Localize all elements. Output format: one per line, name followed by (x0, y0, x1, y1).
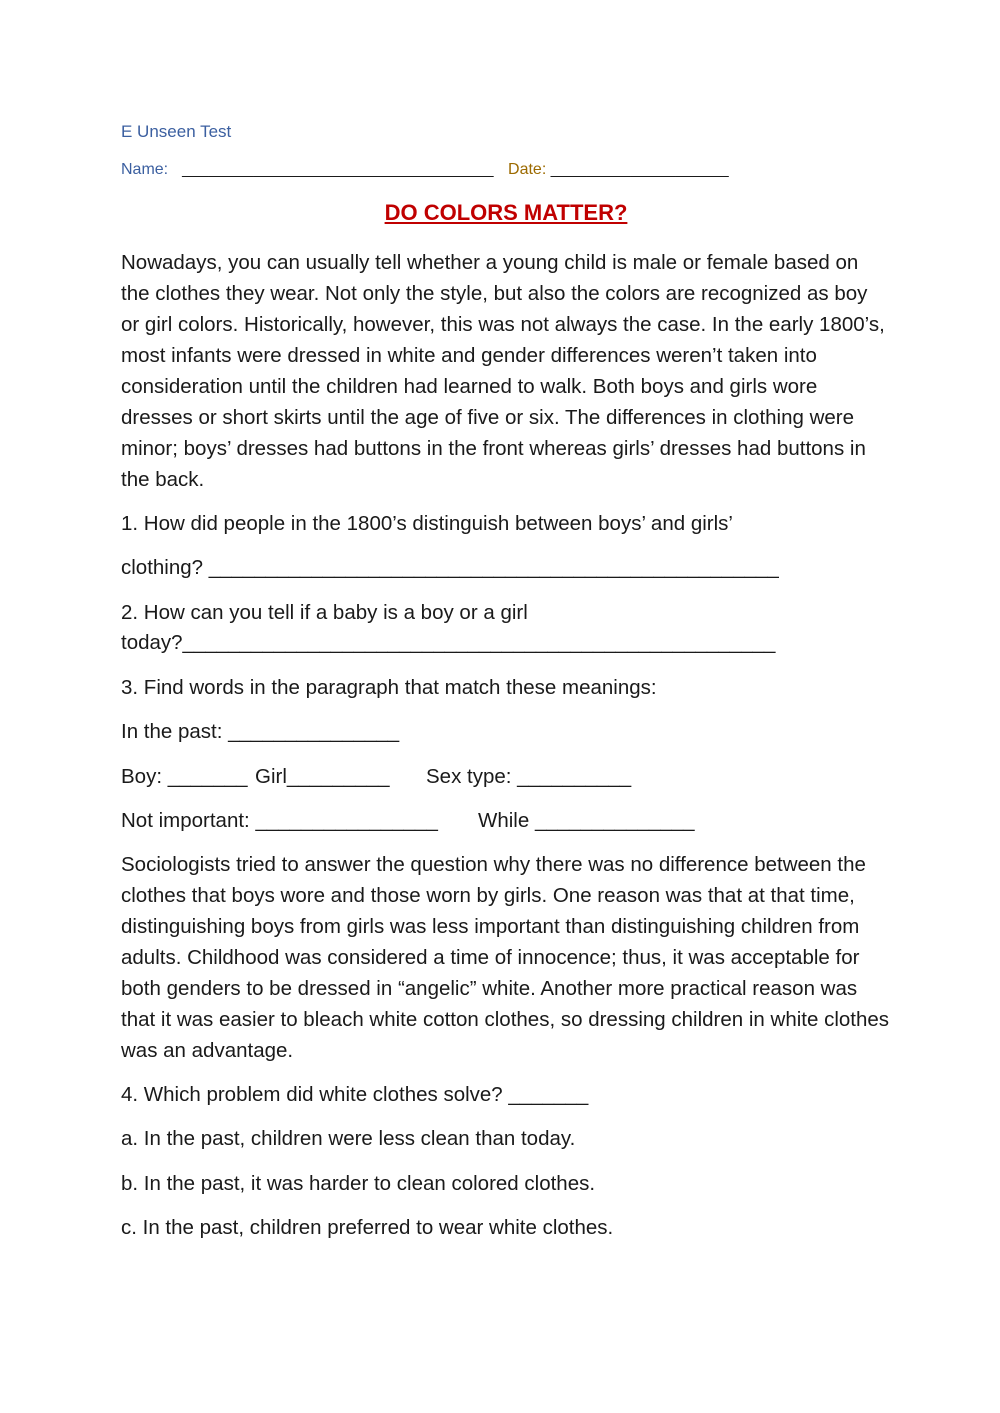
name-date-line (121, 161, 729, 179)
while-item: While ______________ (478, 809, 695, 832)
not-important-item: Not important: ________________ (121, 809, 438, 832)
date-blank: ____________________ (550, 161, 729, 178)
sex-type-item: Sex type: __________ (426, 765, 632, 788)
page-title: DO COLORS MATTER? (384, 200, 628, 225)
question-2-line-2: today?____________________________________________________ (121, 631, 776, 654)
name-blank: ___________________________________ (182, 161, 494, 178)
name-label: Name: (121, 161, 169, 178)
date-label: Date: (508, 161, 547, 178)
question-1-line-1: 1. How did people in the 1800’s distinguish between boys’ and girls’ (121, 512, 733, 535)
in-the-past-item: In the past: _______________ (121, 720, 400, 743)
question-1-line-2: clothing? __________________________________________________ (121, 556, 779, 579)
option-c: c. In the past, children preferred to wear white clothes. (121, 1216, 614, 1239)
boy-item: Boy: _______ (121, 765, 248, 788)
paragraph-2: Sociologists tried to answer the question why there was no difference between the clothes that boys wore and those worn by girls. One reason was that at that time, distinguishing boys from girls was less important than distinguishing children from adults. Childhood was considered a time of innocence; thus, it was acceptable for both genders to be dressed in “angelic” white. Another more practical reason was that it was easier to bleach white cotton clothes, so dressing children in white clothes was an advantage. (121, 853, 890, 1062)
question-2-line-1: 2. How can you tell if a baby is a boy or a girl (121, 601, 528, 624)
question-4-prompt: 4. Which problem did white clothes solve? _______ (121, 1083, 589, 1106)
girl-item: Girl_________ (255, 765, 390, 788)
question-3-prompt: 3. Find words in the paragraph that match these meanings: (121, 676, 657, 699)
paragraph-1: Nowadays, you can usually tell whether a young child is male or female based on the clothes they wear. Not only the style, but also the colors are recognized as boy or girl colors. Historically, however, this was not always the case. In the early 1800’s, most infants were dressed in white and gender differences weren’t taken into consideration until the children had learned to walk. Both boys and girls wore dresses or short skirts until the age of five or six. The differences in clothing were minor; boys’ dresses had buttons in the front whereas girls’ dresses had buttons in the back. (121, 251, 885, 491)
option-a: a. In the past, children were less clean than today. (121, 1127, 576, 1150)
test-title: E Unseen Test (121, 122, 232, 141)
option-b: b. In the past, it was harder to clean colored clothes. (121, 1172, 596, 1195)
